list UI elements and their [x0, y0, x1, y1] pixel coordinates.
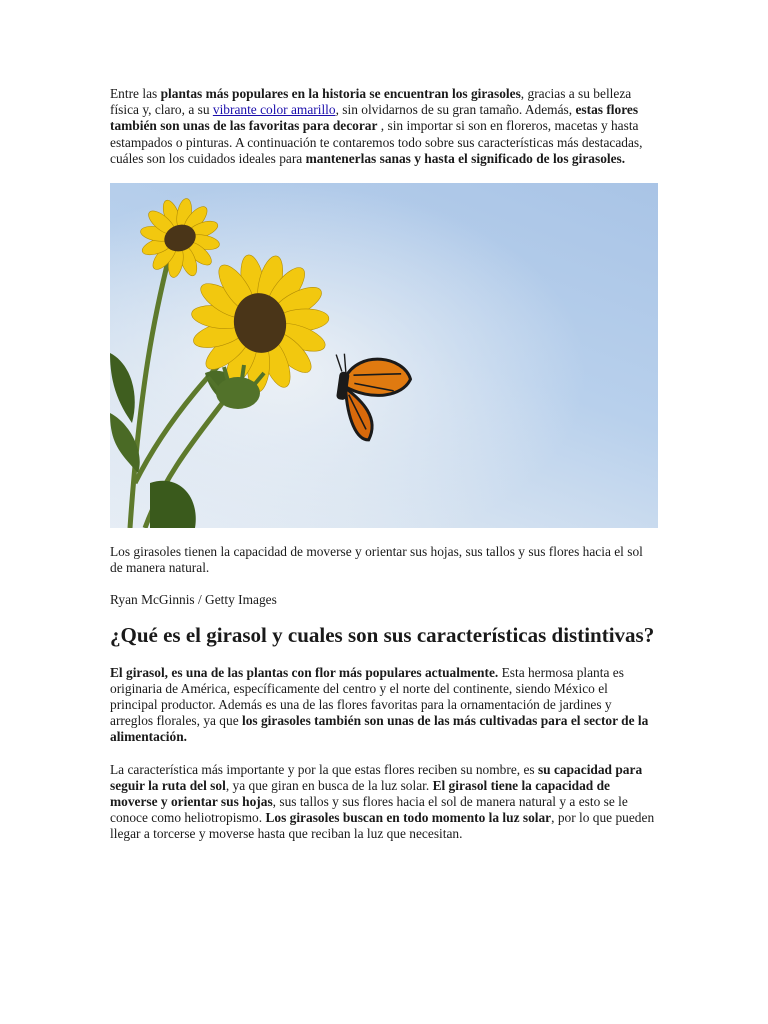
sunflower-butterfly-photo	[110, 183, 658, 528]
intro-text-3: , sin olvidarnos de su gran tamaño. Además,	[335, 102, 576, 118]
intro-bold-1: plantas más populares en la historia se encuentran los girasoles	[160, 86, 521, 101]
p1-bold-1: El girasol, es una de las plantas con flor más populares actualmente.	[110, 664, 499, 680]
body-paragraph-1	[110, 665, 658, 746]
intro-bold-2: estas flores también son unas de las favoritas para decorar	[110, 102, 639, 134]
p1-bold-2: los girasoles también son unas de las más cultivadas para el sector de la alimentación.	[110, 713, 649, 745]
p2-text-2: , ya que giran en busca de la luz solar.	[225, 777, 433, 793]
color-link[interactable]: vibrante color amarillo	[212, 102, 336, 118]
p2-text-3: , sus tallos y sus flores hacia el sol de manera natural y a esto se le conoce como heliotropismo.	[110, 794, 628, 826]
p1-text-1: Esta hermosa planta es originaria de América, específicamente del centro y el norte del continente, siendo México el principal productor. Además es una de las flores favoritas para la ornamentación de jardines y arreglos florales, ya que	[110, 664, 624, 729]
image-credit: Ryan McGinnis / Getty Images	[110, 592, 277, 608]
p2-bold-2: El girasol tiene la capacidad de moverse y orientar sus hojas	[110, 777, 610, 810]
p2-text-4: , por lo que pueden llegar a torcerse y moverse hasta que reciban la luz que necesitan.	[110, 810, 655, 842]
intro-text-4: , sin importar si son en floreros, macetas y hasta estampados o pinturas. A continuación te contaremos todo sobre sus características más destacadas, cuáles son los cuidados ideales para	[110, 118, 643, 166]
body-paragraph-2	[110, 762, 658, 843]
intro-text-2: , gracias a su belleza física y, claro, a su	[110, 86, 632, 118]
intro-bold-3: mantenerlas sanas y hasta el significado de los girasoles.	[305, 150, 626, 166]
document-page	[110, 86, 658, 843]
intro-text-1: Entre las	[110, 86, 161, 101]
p2-bold-1: su capacidad para seguir la ruta del sol	[110, 761, 643, 793]
photo-illustration	[110, 183, 658, 528]
p2-text-1: La característica más importante y por la que estas flores reciben su nombre, es	[110, 761, 538, 777]
image-caption: Los girasoles tienen la capacidad de moverse y orientar sus hojas, sus tallos y sus flores hacia el sol de manera natural.	[110, 544, 643, 576]
section-heading: ¿Qué es el girasol y cuales son sus características distintivas?	[110, 622, 655, 647]
p2-bold-3: Los girasoles buscan en todo momento la luz solar	[265, 810, 552, 826]
intro-paragraph	[110, 86, 658, 167]
